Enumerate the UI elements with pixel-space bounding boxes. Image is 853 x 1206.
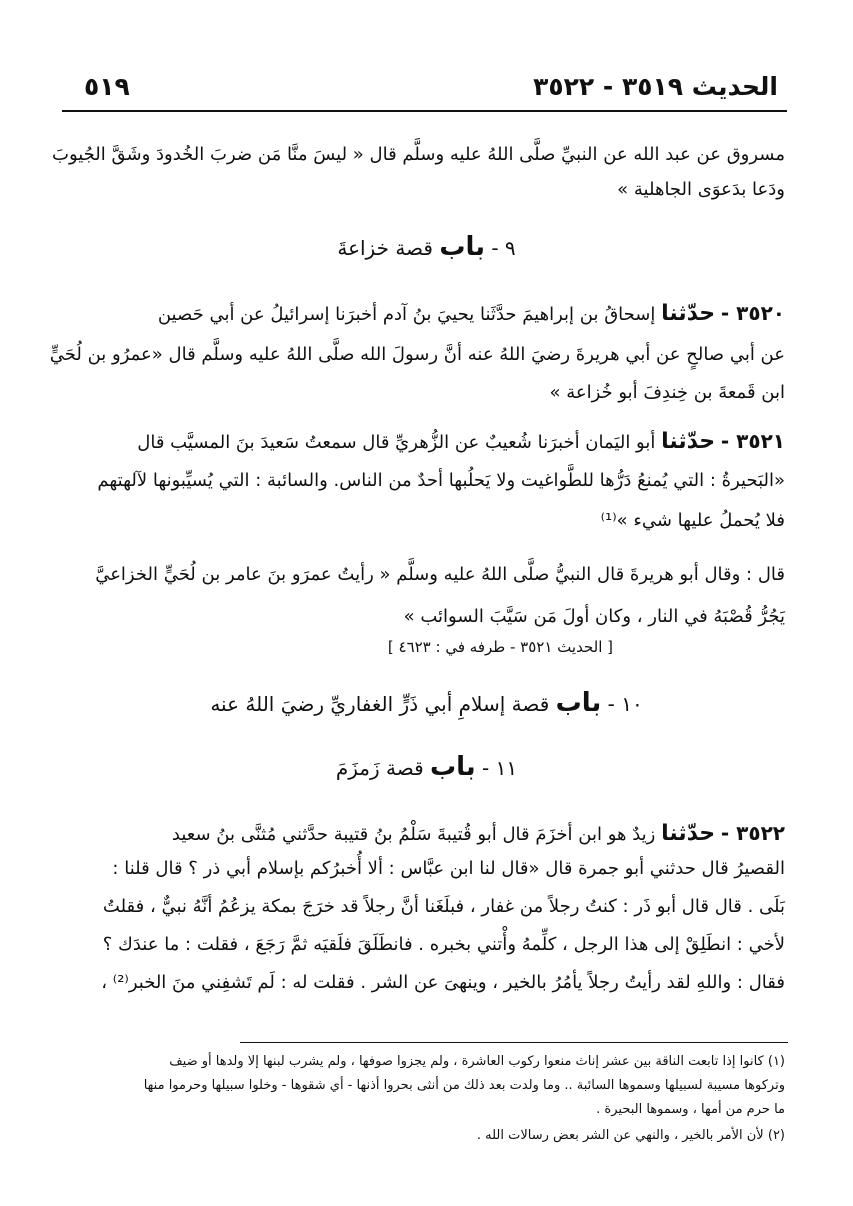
hadith-3522-line-1: [172, 820, 785, 848]
hadith-text: إسحاقُ بن إبراهيمَ حدَّثَنا يحييَ بنُ آدم أخبرَنا إسرائيلُ عن أبي حَصين: [157, 304, 656, 325]
hadith-3522-line-5: فقال : واللهِ لقد رأيتُ رجلاً يأمُرُ بالخير ، وينهىَ عن الشر . فقلت له : لَم تَشفِني منَ الخبر⁽²⁾ ،: [101, 972, 785, 993]
hadith-3520-line-1: [158, 300, 785, 328]
section-title: قصة خزاعةَ: [337, 236, 433, 260]
footnote-divider: [240, 1042, 788, 1043]
section-number: ٩ -: [491, 236, 516, 260]
hadith-number: ٣٥٢٠ -: [720, 301, 785, 325]
header-divider: [62, 110, 787, 112]
bab-label: باب: [430, 752, 476, 782]
footnote-1-line-1: (١) كانوا إذا تابعت الناقة بين عشر إناث منعوا ركوب العاشرة ، ولم يجزوا صوفها ، ولم يشرب لبنها إلا ولدها أو ضيف: [169, 1054, 785, 1069]
hadith-3522-line-2: القصيرُ قال حدثني أبو جمرة قال «قال لنا ابن عبَّاس : ألا أُخبرُكم بإسلام أبي ذر ؟ قال قلنا :: [112, 858, 785, 879]
hadith-3521-line-3: فلا يُحملُ عليها شيء »⁽¹⁾: [600, 510, 785, 531]
intro-line-1: مسروق عن عبد الله عن النبيِّ صلَّى اللهُ عليه وسلَّم قال « ليسَ منَّا مَن ضربَ الخُدودَ وشَقَّ الجُيوبَ: [52, 144, 785, 165]
hadith-3522-line-4: لأخي : انطَلِقْ إلى هذا الرجل ، كلِّمهُ وأْتني بخبره . فانطَلَقَ فلَقيَه ثمَّ رَجَعَ ، فقلت : ما عندَك ؟: [102, 934, 785, 955]
section-11-heading: [0, 752, 853, 782]
haddathana-mark: حدّثنا: [661, 429, 716, 454]
hadith-3521-continuation-1: قال : وقال أبو هريرةَ قال النبيُّ صلَّى اللهُ عليه وسلَّم « رأيتُ عمرَو بنَ عامر بن لُحَيٍّ الخزاعيَّ: [95, 564, 785, 585]
page-number: ٥١٩: [84, 72, 130, 101]
page-header-title: الحديث ٣٥١٩ - ٣٥٢٢: [533, 72, 778, 101]
hadith-3520-line-2: عن أبي صالحٍ عن أبي هريرةَ رضيَ اللهُ عنه أنَّ رسولَ الله صلَّى اللهُ عليه وسلَّم قال «عمرُو بن لُحَيٍّ: [49, 344, 785, 365]
section-9-heading: [0, 232, 853, 262]
hadith-number: ٣٥٢٢ -: [720, 821, 785, 845]
footnote-1-line-3: ما حرم من أمها ، وسموها البحيرة .: [596, 1102, 785, 1117]
hadith-text: زيدٌ هو ابن أخزَمَ قال أبو قُتيبةَ سَلْمُ بنُ قتيبة حدَّثني مُثنَّى بنُ سعيد: [171, 824, 656, 845]
bab-label: باب: [555, 688, 602, 718]
hadith-text: أبو اليَمان أخبرَنا شُعيبٌ عن الزُّهريِّ قال سمعتُ سَعيدَ بنَ المسيَّب قال: [137, 432, 656, 453]
section-number: ١١ -: [482, 756, 518, 780]
hadith-3521-line-1: [137, 428, 785, 456]
bab-label: باب: [439, 232, 485, 262]
hadith-number: ٣٥٢١ -: [720, 429, 785, 453]
section-title: قصة زَمزَمَ: [335, 756, 424, 780]
hadith-3521-line-2: «البَحيرةُ : التي يُمنعُ دَرُّها للطَّواغيت ولا يَحلُبها أحدٌ من الناس. والسائبة : التي يُسيِّبونها لآلهتهم: [97, 470, 785, 491]
hadith-3520-line-3: ابن قَمعةَ بن خِندِفَ أبو خُزاعة »: [549, 382, 785, 403]
hadith-3522-line-3: بَلَى . قال قال أبو ذَر : كنتُ رجلاً من غفار ، فبلَغَنا أنَّ رجلاً قد خرَجَ بمكة يزعُمُ أنَّهُ نبيٌّ ، فقلتُ: [102, 896, 785, 917]
footnote-2: (٢) لأن الأمر بالخير ، والنهي عن الشر بعض رسالات الله .: [476, 1128, 785, 1143]
section-10-heading: [0, 688, 853, 718]
intro-line-2: ودَعا بدَعوَى الجاهلية »: [617, 179, 785, 200]
section-number: ١٠ -: [607, 692, 643, 716]
cross-reference: [ الحديث ٣٥٢١ - طرفه في : ٤٦٢٣ ]: [387, 638, 613, 656]
section-title: قصة إسلامِ أبي ذَرٍّ الغفاريِّ رضيَ اللهُ عنه: [210, 692, 550, 716]
haddathana-mark: حدّثنا: [661, 821, 716, 846]
haddathana-mark: حدّثنا: [661, 301, 716, 326]
hadith-3521-continuation-2: يَجُرُّ قُصْبَهُ في النار ، وكان أولَ مَن سَيَّبَ السوائب »: [403, 606, 785, 627]
footnote-1-line-2: وتركوها مسيبة لسبيلها وسموها السائبة .. وما ولدت بعد ذلك من أنثى بحروا أذنها - أي شقوها - وخلوا سبيلها وحرموا منها: [143, 1078, 785, 1093]
